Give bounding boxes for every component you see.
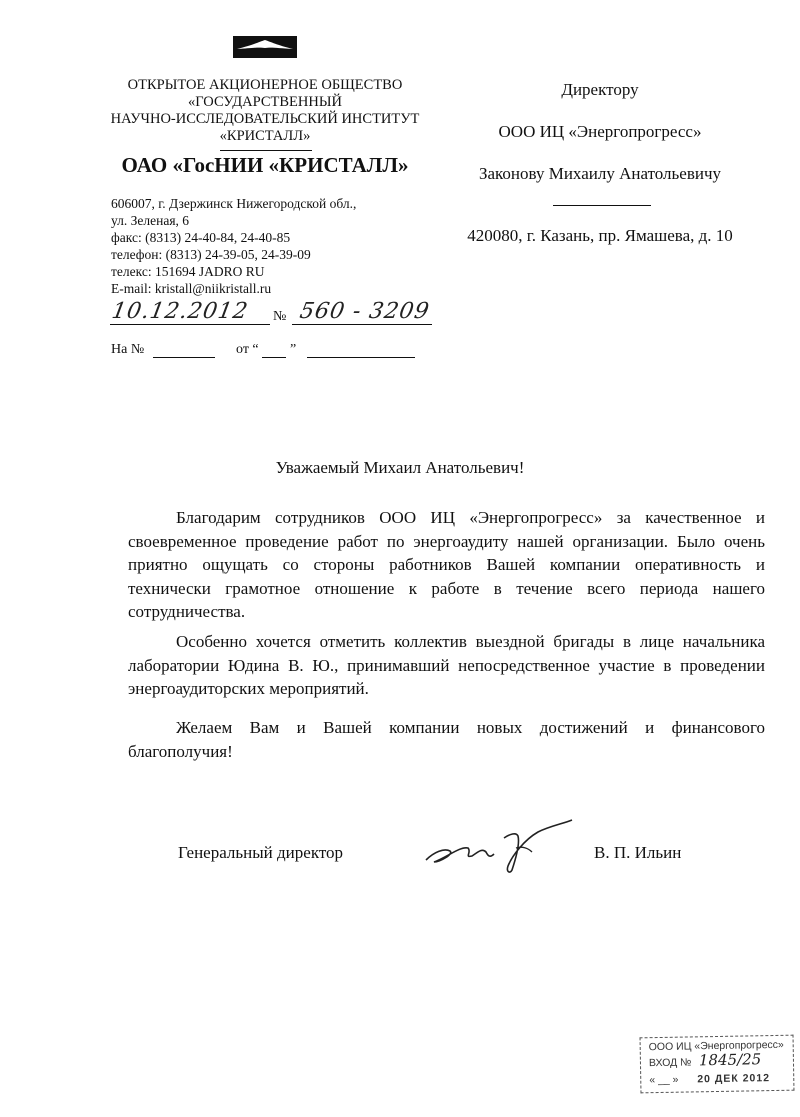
email-line: E-mail: kristall@niikristall.ru (111, 281, 272, 296)
handwritten-signature-icon (420, 818, 580, 878)
recipient-title: Директору (561, 80, 639, 99)
incoming-stamp (640, 1035, 795, 1094)
number-underline (292, 324, 432, 325)
number-label: № (273, 309, 287, 324)
org-name-line-4: «КРИСТАЛЛ» (219, 128, 311, 144)
recipient-address: 420080, г. Казань, пр. Ямашева, д. 10 (467, 226, 733, 245)
stamp-incoming-label: ВХОД № (648, 1056, 692, 1070)
address-line: 606007, г. Дзержинск Нижегородской обл., (111, 196, 357, 211)
org-name-divider (220, 150, 312, 151)
signatory-position: Генеральный директор (178, 843, 344, 862)
outgoing-date: 10.12.2012 (109, 299, 251, 324)
date-underline (110, 324, 270, 325)
reply-date-label: от “ (236, 342, 259, 357)
fax-line: факс: (8313) 24-40-84, 24-40-85 (111, 230, 291, 245)
recipient-name: Законову Михаилу Анатольевичу (478, 164, 722, 183)
org-name-line-2: «ГОСУДАРСТВЕННЫЙ (188, 94, 342, 110)
letter-paragraph-2: Особенно хочется отметить коллектив выездной бригады в лице начальника лаборатории Юдина В. Ю., принимавший непосредственное участие в проведении энергоаудиторских мероприятий. (128, 632, 765, 698)
letter-paragraph-1: Благодарим сотрудников ООО ИЦ «Энергопрогресс» за качественное и своевременное проведение работ по энергоаудиту нашей организации. Было очень приятно ощущать со стороны работников Вашей компании оперативность и технически грамотное отношение к работе в течение всего периода нашего сотрудничества. (128, 508, 765, 621)
institute-logo-icon (233, 36, 297, 58)
telex-line: телекс: 151694 JADRO RU (111, 264, 265, 279)
recipient-divider (553, 205, 651, 206)
signatory-name: В. П. Ильин (594, 843, 682, 862)
org-name-line-3: НАУЧНО-ИССЛЕДОВАТЕЛЬСКИЙ ИНСТИТУТ (110, 111, 420, 127)
reply-day-blank (262, 357, 286, 358)
recipient-company: ООО ИЦ «Энергопрогресс» (498, 122, 702, 141)
reply-month-blank (307, 357, 415, 358)
stamp-date: 20 ДЕК 2012 (697, 1072, 771, 1086)
stamp-company: ООО ИЦ «Энергопрогресс» (648, 1038, 784, 1054)
reply-number-blank (153, 357, 215, 358)
org-name-line-1: ОТКРЫТОЕ АКЦИОНЕРНОЕ ОБЩЕСТВО (127, 77, 403, 93)
reply-number-label: На № (111, 342, 145, 357)
outgoing-number: 560 - 3209 (297, 299, 432, 324)
phone-line: телефон: (8313) 24-39-05, 24-39-09 (111, 247, 311, 262)
address-street: ул. Зеленая, 6 (111, 213, 190, 228)
letter-greeting: Уважаемый Михаил Анатольевич! (275, 458, 525, 477)
letter-paragraph-3: Желаем Вам и Вашей компании новых достижений и финансового благополучия! (128, 718, 765, 761)
stamp-incoming-number: 1845/25 (698, 1050, 762, 1070)
org-short-name: ОАО «ГосНИИ «КРИСТАЛЛ» (121, 153, 409, 177)
stamp-date-prefix: « __ » (649, 1073, 679, 1087)
reply-date-close: ” (290, 342, 297, 357)
